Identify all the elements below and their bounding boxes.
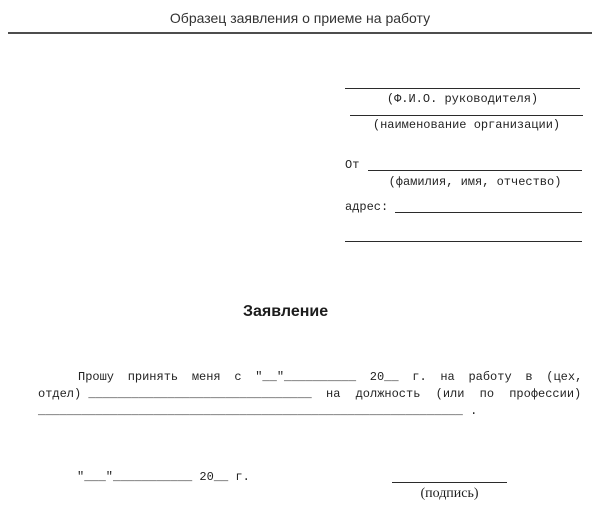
- signature-caption: (подпись): [420, 486, 479, 501]
- title-divider-line: [8, 32, 592, 34]
- date-blank-line: "___"___________ 20__ г.: [77, 470, 250, 484]
- body-line-3: ___________________________________________________________ .: [38, 404, 478, 418]
- manager-blank-line: [345, 88, 580, 89]
- body-line-2-left: отдел) _______________________________: [38, 387, 312, 401]
- applicant-name-caption: (фамилия, имя, отчество): [388, 175, 562, 189]
- address-blank-line: [395, 212, 582, 213]
- address-label: адрес:: [345, 200, 389, 214]
- organization-caption: (наименование организации): [372, 118, 561, 132]
- body-line-1: Прошу принять меня с "__"__________ 20__ г. на работу в (цех,: [78, 370, 583, 384]
- signature-blank-line: [392, 482, 507, 483]
- document-title: Образец заявления о приеме на работу: [169, 10, 431, 26]
- organization-blank-line: [350, 115, 583, 116]
- application-heading: Заявление: [243, 303, 329, 320]
- address-extra-blank-line: [345, 241, 582, 242]
- applicant-name-blank-line: [368, 170, 582, 171]
- body-line-2-right: на должность (или по профессии): [326, 387, 582, 401]
- from-label: От: [345, 158, 360, 172]
- manager-caption: (Ф.И.О. руководителя): [386, 92, 539, 106]
